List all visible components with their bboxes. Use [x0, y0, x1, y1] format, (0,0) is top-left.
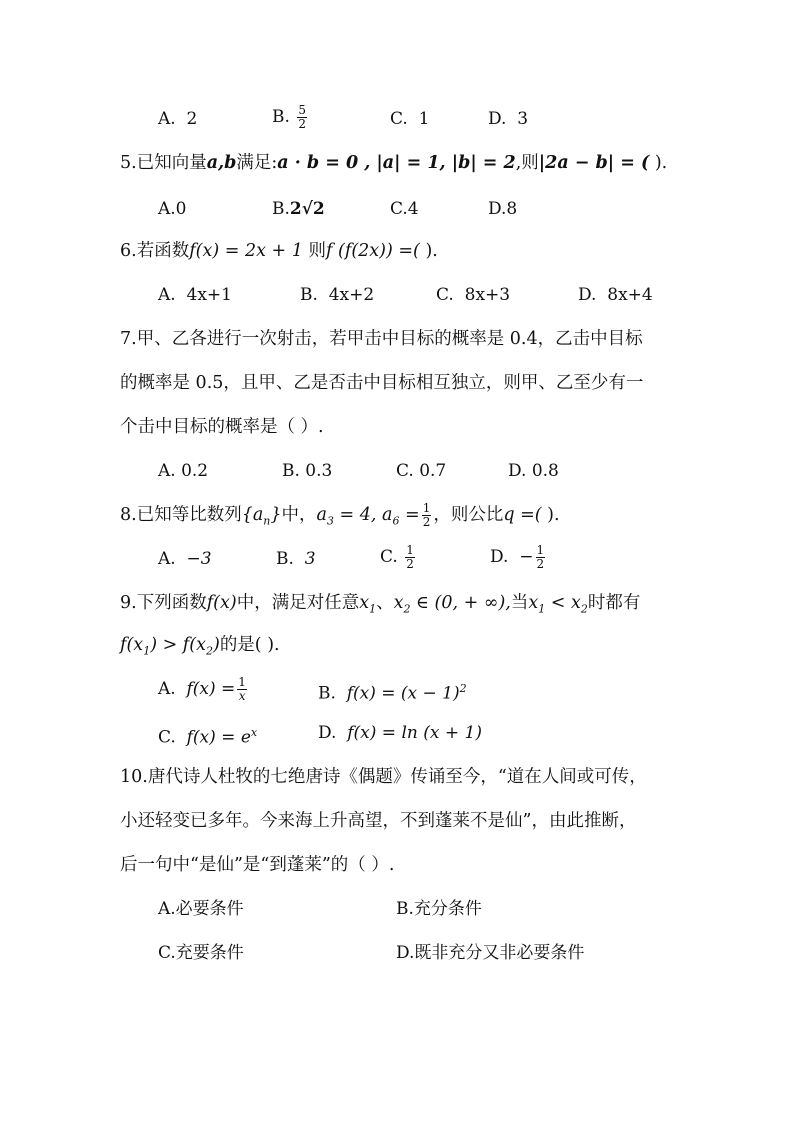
- q8-option-c: [380, 544, 417, 571]
- question-8: [120, 502, 560, 535]
- option-label: A.: [158, 285, 176, 305]
- question-7-line-1: 7.甲、乙各进行一次射击，若甲击中目标的概率是 0.4，乙击中目标: [120, 329, 643, 349]
- option-text: A.0: [158, 199, 187, 219]
- option-label: C.: [436, 285, 454, 305]
- q9-option-a: [158, 676, 249, 703]
- subscript: 1: [369, 602, 377, 616]
- q9-option-d: [318, 720, 482, 746]
- q7-option-a: A. 0.2: [158, 461, 209, 481]
- question-9-line-1: [120, 590, 640, 623]
- question-text: 满足:: [236, 153, 278, 173]
- superscript: x: [250, 726, 258, 739]
- q6-option-b: [300, 282, 374, 308]
- question-text: 中，满足对任意: [236, 593, 360, 613]
- question-text: 则: [302, 241, 326, 261]
- fraction-denominator: 2: [406, 557, 414, 571]
- subscript: 2: [205, 644, 213, 658]
- fraction: [237, 676, 247, 703]
- answer-blank: ).: [541, 505, 560, 525]
- math: |2a − b| = (: [538, 153, 650, 173]
- option-label: B.: [276, 549, 294, 569]
- q10-option-d: D.既非充分又非必要条件: [396, 943, 585, 963]
- subscript: 2: [580, 602, 588, 616]
- math: q =(: [503, 505, 542, 525]
- fraction: [405, 544, 415, 571]
- q8-option-a: [158, 546, 212, 572]
- question-text: 时都有: [587, 593, 641, 613]
- math: }: [270, 505, 282, 525]
- q5-option-b: [272, 196, 325, 222]
- fraction-denominator: 2: [536, 557, 545, 571]
- answer-blank: ).: [261, 635, 280, 655]
- option-label: A.: [158, 679, 176, 699]
- option-label: D.: [318, 723, 337, 743]
- q4-option-b: [272, 104, 309, 131]
- question-text: 的是(: [219, 635, 262, 655]
- subscript: n: [263, 514, 271, 528]
- option-value: 8x+4: [607, 285, 653, 305]
- math: < x: [545, 593, 581, 613]
- question-10-line-2: 小还轻变已多年。今来海上升高望，不到蓬莱不是仙”，由此推断，: [120, 811, 637, 831]
- fraction-denominator: 2: [422, 515, 431, 529]
- answer-blank: ).: [649, 153, 668, 173]
- question-text: 已知向量: [136, 153, 207, 173]
- question-text: 若函数: [136, 241, 190, 261]
- option-value: 1: [418, 109, 430, 129]
- question-10-line-1: 10.唐代诗人杜牧的七绝唐诗《偶题》传诵至今，“道在人间或可传，: [120, 767, 647, 787]
- math: f (f(2x)) =(: [326, 241, 420, 261]
- q8-option-d: [490, 544, 547, 571]
- q7-option-c: C. 0.7: [396, 461, 447, 481]
- q6-option-a: [158, 282, 232, 308]
- option-label: B.: [272, 199, 290, 219]
- math: = 4,: [333, 505, 377, 525]
- option-value: 2: [186, 109, 198, 129]
- option-label: B.: [272, 107, 290, 127]
- math: f(x) = e: [186, 727, 251, 748]
- q7-option-b: B. 0.3: [282, 461, 333, 481]
- separator: 、: [376, 593, 394, 613]
- q7-option-d: D. 0.8: [508, 461, 559, 481]
- question-text: 已知等比数列: [136, 505, 242, 525]
- option-label: A.: [158, 549, 176, 569]
- fraction: [536, 544, 546, 571]
- option-value: 4x+2: [328, 285, 375, 305]
- math: a: [316, 505, 327, 525]
- math: f(x) = 2x + 1: [189, 241, 303, 261]
- q6-option-c: [436, 282, 510, 308]
- math: f(x) = (x − 1): [346, 683, 460, 704]
- minus-sign: −: [519, 547, 534, 567]
- math: {a: [241, 505, 264, 525]
- option-text: C.4: [390, 199, 419, 219]
- q4-option-a: [158, 106, 197, 132]
- option-label: C.: [380, 547, 398, 567]
- fraction: [297, 104, 307, 131]
- math: =: [399, 505, 420, 525]
- question-number: 6.: [120, 241, 137, 261]
- subscript: 1: [538, 602, 546, 616]
- question-7-line-3: 个击中目标的概率是（ ）.: [120, 417, 324, 437]
- q5-option-c: [390, 196, 419, 222]
- question-text: ，则公比: [433, 505, 504, 525]
- question-5: [120, 150, 667, 176]
- fraction: [422, 502, 432, 529]
- math: ∈ (0, + ∞),: [410, 593, 511, 613]
- q8-option-b: [276, 546, 316, 572]
- q6-option-d: [578, 282, 653, 308]
- option-label: C.: [158, 727, 176, 748]
- fraction-denominator: x: [238, 689, 246, 703]
- fraction-numerator: 1: [422, 501, 431, 515]
- question-text: ,则: [515, 153, 539, 173]
- option-value: 3: [304, 549, 316, 569]
- q9-option-c: [158, 720, 257, 751]
- math: x: [393, 593, 404, 613]
- question-text: 当: [510, 593, 529, 613]
- fraction-numerator: 1: [406, 543, 414, 557]
- option-label: B.: [300, 285, 318, 305]
- q10-option-c: C.充要条件: [158, 943, 244, 963]
- math: a,b: [206, 153, 237, 173]
- math: x: [528, 593, 539, 613]
- subscript: 1: [143, 644, 151, 658]
- math: ): [212, 635, 220, 655]
- subscript: 6: [392, 514, 400, 528]
- question-number: 8.: [120, 505, 137, 525]
- fraction-numerator: 1: [536, 543, 545, 557]
- question-text: 中，: [281, 505, 317, 525]
- math: f(x) =: [186, 679, 236, 699]
- subscript: 3: [326, 514, 334, 528]
- option-value: 4x+1: [186, 285, 232, 305]
- question-text: 下列函数: [136, 593, 207, 613]
- math: x: [359, 593, 370, 613]
- question-7-line-2: 的概率是 0.5，且甲、乙是否击中目标相互独立，则甲、乙至少有一: [120, 373, 644, 393]
- option-label: C.: [390, 109, 408, 129]
- option-value: −3: [186, 549, 212, 569]
- option-label: D.: [578, 285, 597, 305]
- superscript: 2: [459, 682, 467, 695]
- math: f(x) = ln (x + 1): [347, 723, 482, 743]
- answer-blank: ).: [419, 241, 438, 261]
- question-10-line-3: 后一句中“是仙”是“到蓬莱”的（ ）.: [120, 855, 395, 875]
- q5-option-a: [158, 196, 187, 222]
- option-value: 8x+3: [464, 285, 511, 305]
- question-9-line-2: [120, 632, 280, 665]
- option-label: A.: [158, 109, 176, 129]
- q4-option-c: [390, 106, 429, 132]
- subscript: 2: [403, 602, 411, 616]
- option-label: B.: [318, 683, 336, 704]
- option-value: 3: [517, 109, 529, 129]
- option-label: D.: [490, 547, 509, 567]
- math: f(x): [206, 593, 237, 613]
- option-label: D.: [488, 109, 507, 129]
- math: ) > f(x: [150, 635, 206, 655]
- question-6: [120, 238, 438, 264]
- q10-option-a: A.必要条件: [158, 899, 244, 919]
- fraction-numerator: 1: [238, 675, 246, 689]
- math: f(x: [120, 635, 144, 655]
- option-value: 2√2: [289, 199, 325, 219]
- question-number: 5.: [120, 153, 137, 173]
- q4-option-d: [488, 106, 528, 132]
- question-number: 9.: [120, 593, 137, 613]
- q9-option-b: [318, 676, 467, 707]
- q10-option-b: B.充分条件: [396, 899, 482, 919]
- fraction-numerator: 5: [298, 103, 306, 117]
- math: a · b = 0 , |a| = 1, |b| = 2: [277, 153, 516, 173]
- math: a: [382, 505, 393, 525]
- q5-option-d: [488, 196, 517, 222]
- fraction-denominator: 2: [298, 117, 306, 131]
- option-text: D.8: [488, 199, 518, 219]
